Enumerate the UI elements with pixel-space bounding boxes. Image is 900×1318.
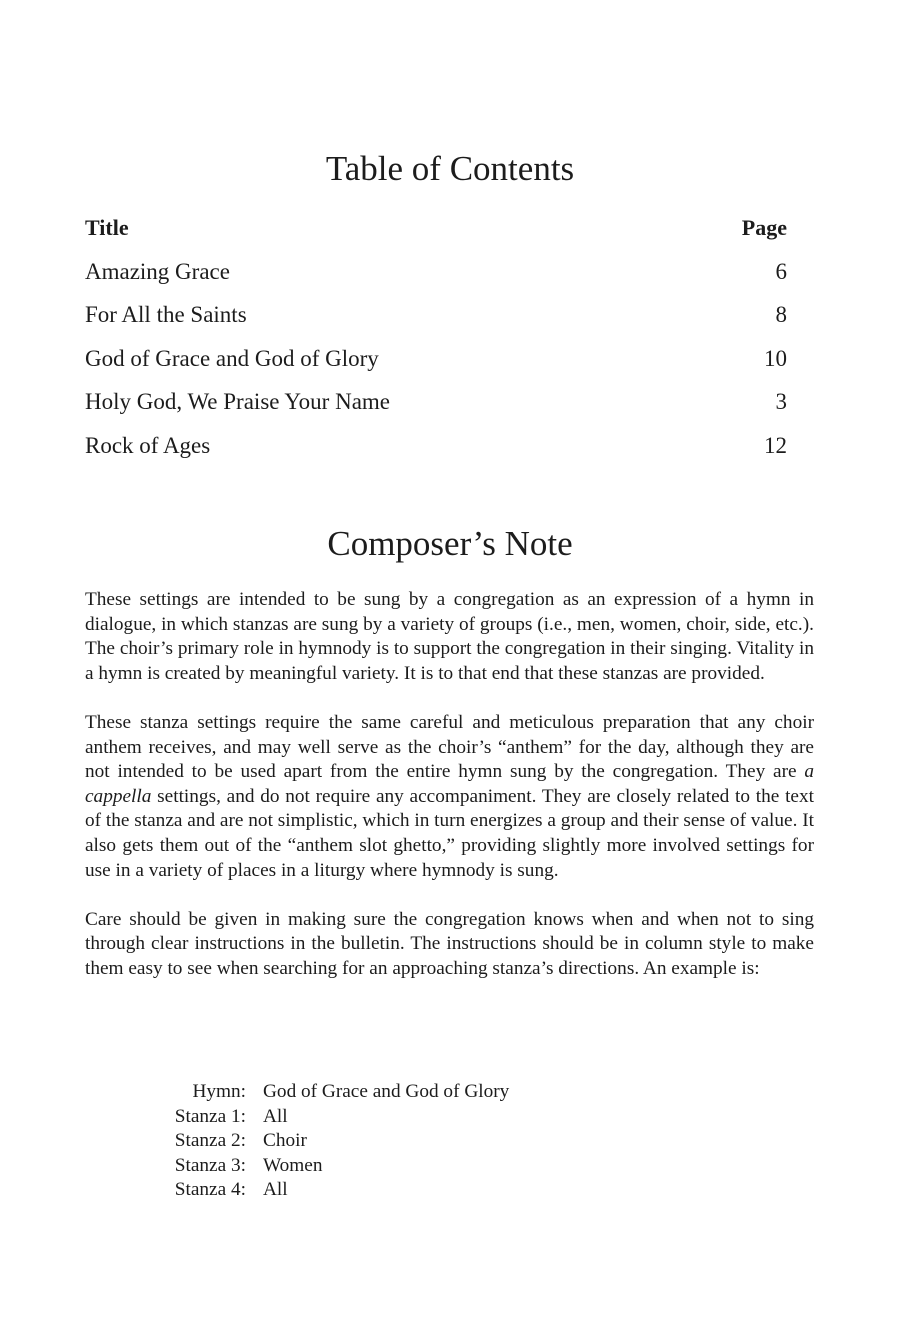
toc-header-row [85, 211, 787, 255]
toc-entry [85, 298, 787, 342]
toc-entry-page: 6 [775, 258, 787, 284]
example-label: Hymn: [192, 1081, 246, 1102]
toc-entry-page: 12 [764, 432, 787, 458]
toc-entry-title: For All the Saints [85, 302, 247, 327]
toc-entry [85, 429, 787, 473]
note-paragraph-2-italic: a cappella [85, 761, 814, 807]
toc-entry [85, 255, 787, 299]
toc-entry-page: 10 [764, 345, 787, 371]
toc-col-page: Page [741, 215, 787, 240]
toc-entry-title: Amazing Grace [85, 258, 230, 284]
example-row [160, 1154, 509, 1179]
composers-note-body [85, 588, 814, 1006]
toc-entry [85, 342, 787, 386]
example-label: Stanza 2: [174, 1130, 246, 1152]
toc-entry-title: God of Grace and God of Glory [85, 345, 379, 371]
note-paragraph-2-end: settings, and do not require any accompaniment. They are closely related to the text of the stanza and are not simplistic, which in turn energizes a group and their sense of value. It also gets them out of the “anthem slot ghetto,” providing slightly more involved settings for use in a variety of places in a liturgy where hymnody is sung. [85, 785, 814, 881]
toc-entry-page: 3 [775, 389, 787, 414]
example-row [160, 1129, 509, 1154]
toc-entry-page: 8 [775, 302, 787, 327]
toc-heading: Table of Contents [325, 149, 575, 188]
toc-entry-title: Rock of Ages [85, 432, 211, 458]
composers-note-heading: Composer’s Note [327, 524, 573, 563]
example-value: All [263, 1179, 288, 1201]
example-row [160, 1178, 509, 1203]
toc-entry-title: Holy God, We Praise Your Name [85, 389, 391, 414]
example-label: Stanza 1: [174, 1105, 246, 1127]
note-paragraph-1: These settings are intended to be sung by a congregation as an expression of a hymn in dialogue, in which stanzas are sung by a variety of groups (i.e., men, women, choir, side, etc.). The choir’s primary role in hymnody is to support the congregation in their singing. Vitality in a hymn is created by meaningful variety. It is to that end that these stanzas are provided. [85, 589, 814, 684]
table-of-contents [85, 211, 787, 472]
example-label: Stanza 3: [174, 1154, 246, 1176]
example-label: Stanza 4: [174, 1179, 246, 1201]
note-paragraph-2-start: These stanza settings require the same careful and meticulous preparation that any choir anthem receives, and may well serve as the choir’s “anthem” for the day, although they are not intended to be used apart from the entire hymn sung by the congregation. They are [85, 711, 814, 783]
note-paragraph-3: Care should be given in making sure the congregation knows when and when not to sing through clear instructions in the bulletin. The instructions should be in column style to make them easy to see when searching for an approaching stanza’s directions. An example is: [85, 908, 814, 979]
example-value: God of Grace and God of Glory [263, 1081, 510, 1102]
example-row [160, 1080, 509, 1105]
example-value: Women [263, 1154, 323, 1176]
example-row [160, 1105, 509, 1130]
note-paragraph-2 [85, 711, 814, 883]
example-value: All [263, 1105, 288, 1127]
bulletin-example [160, 1080, 509, 1203]
toc-entry [85, 385, 787, 429]
example-value: Choir [263, 1130, 307, 1152]
toc-col-title: Title [85, 215, 129, 240]
